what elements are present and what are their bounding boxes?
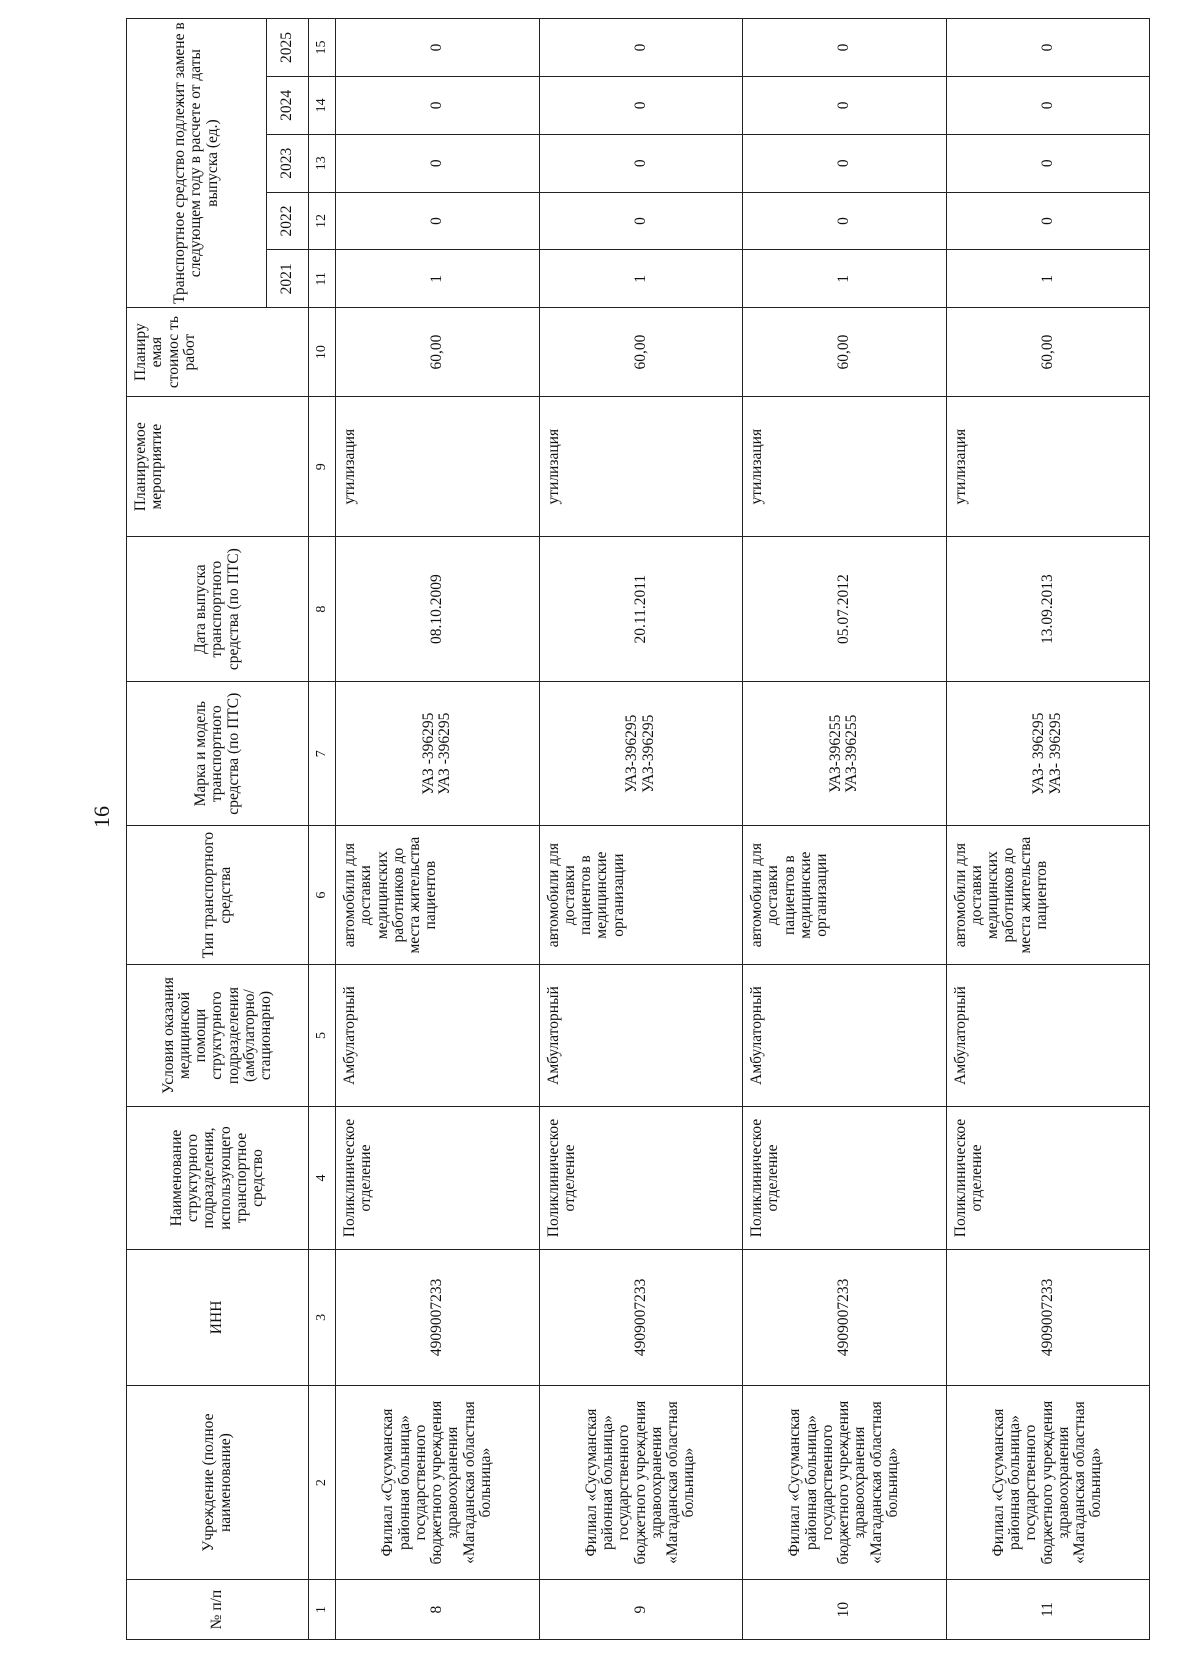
row-conditions: Амбулаторный: [539, 964, 743, 1106]
row-model-line: УАЗ- 396295: [1046, 712, 1064, 795]
row-model: [743, 681, 947, 826]
row-model-line: УАЗ-396295: [639, 714, 657, 793]
row-release-date: 08.10.2009: [336, 537, 540, 682]
row-conditions: Амбулаторный: [336, 964, 540, 1106]
rotated-table-container: [126, 18, 1150, 1640]
column-number: 7: [309, 681, 336, 826]
row-inn: 4909007233: [336, 1249, 540, 1385]
row-subdivision: Поликлиническое отделение: [743, 1107, 947, 1249]
row-model-line: УАЗ- 396295: [1030, 712, 1048, 795]
row-year-2023: 0: [539, 134, 743, 192]
row-number: 11: [946, 1580, 1150, 1640]
row-model-line: УАЗ -396295: [436, 712, 454, 795]
column-number: 6: [309, 826, 336, 964]
row-year-2021: 1: [743, 250, 947, 308]
row-subdivision: Поликлиническое отделение: [336, 1107, 540, 1249]
row-year-2021: 1: [336, 250, 540, 308]
row-year-2024: 0: [539, 76, 743, 134]
row-year-2024: 0: [743, 76, 947, 134]
row-release-date: 20.11.2011: [539, 537, 743, 682]
row-measure: утилизация: [539, 397, 743, 537]
row-vehicle-type: автомобили для доставки пациентов в медицинские организации: [539, 826, 743, 964]
row-institution: Филиал «Сусуманская районная больница» государственного бюджетного учреждения здравоохранения «Магаданская областная больница»: [539, 1386, 743, 1580]
row-year-2022: 0: [336, 192, 540, 250]
row-measure: утилизация: [743, 397, 947, 537]
row-year-2025: 0: [539, 19, 743, 77]
column-number: 10: [309, 308, 336, 397]
header-conditions: Условия оказания медицинской помощи структурного подразделения (амбулаторно/ стационарно): [127, 964, 309, 1106]
row-model: [336, 681, 540, 826]
page-number: 16: [89, 806, 114, 828]
header-row: [127, 19, 267, 1640]
row-number: 8: [336, 1580, 540, 1640]
row-inn: 4909007233: [946, 1249, 1150, 1385]
row-model: [539, 681, 743, 826]
row-institution: Филиал «Сусуманская районная больница» государственного бюджетного учреждения здравоохранения «Магаданская областная больница»: [743, 1386, 947, 1580]
row-inn: 4909007233: [743, 1249, 947, 1385]
table-row: [336, 19, 540, 1640]
row-year-2025: 0: [336, 19, 540, 77]
row-year-2025: 0: [946, 19, 1150, 77]
header-vehicle-type: Тип транспортного средства: [127, 826, 309, 964]
document-area: [126, 18, 1150, 1640]
row-institution: Филиал «Сусуманская районная больница» государственного бюджетного учреждения здравоохранения «Магаданская областная больница»: [336, 1386, 540, 1580]
column-number: 8: [309, 537, 336, 682]
header-model: Марка и модель транспортного средства (по ПТС): [127, 681, 309, 826]
row-model-line: УАЗ-396255: [826, 714, 844, 793]
header-subdivision: Наименование структурного подразделения, использующего транспортное средство: [127, 1107, 309, 1249]
header-measure: Планируемое мероприятие: [127, 397, 309, 537]
row-year-2023: 0: [336, 134, 540, 192]
header-year: 2022: [267, 192, 309, 250]
row-subdivision: Поликлиническое отделение: [539, 1107, 743, 1249]
column-number: 15: [309, 19, 336, 77]
column-numbers-row: [309, 19, 336, 1640]
header-inn: ИНН: [127, 1249, 309, 1385]
column-number: 5: [309, 964, 336, 1106]
row-year-2022: 0: [743, 192, 947, 250]
row-number: 10: [743, 1580, 947, 1640]
row-year-2023: 0: [946, 134, 1150, 192]
row-year-2024: 0: [336, 76, 540, 134]
column-number: 1: [309, 1580, 336, 1640]
row-measure: утилизация: [336, 397, 540, 537]
row-cost: 60,00: [743, 308, 947, 397]
row-vehicle-type: автомобили для доставки медицинских работников до места жительства пациентов: [336, 826, 540, 964]
column-number: 13: [309, 134, 336, 192]
row-release-date: 13.09.2013: [946, 537, 1150, 682]
row-year-2021: 1: [539, 250, 743, 308]
row-model: [946, 681, 1150, 826]
row-year-2023: 0: [743, 134, 947, 192]
column-number: 14: [309, 76, 336, 134]
header-year: 2025: [267, 19, 309, 77]
row-cost: 60,00: [336, 308, 540, 397]
row-year-2021: 1: [946, 250, 1150, 308]
header-number: № п/п: [127, 1580, 309, 1640]
header-year: 2024: [267, 76, 309, 134]
column-number: 11: [309, 250, 336, 308]
header-cost: Планиру емая стоимос ть работ: [127, 308, 309, 397]
row-model-line: УАЗ-396295: [623, 714, 641, 793]
vehicle-replacement-table: [126, 18, 1150, 1640]
row-cost: 60,00: [539, 308, 743, 397]
row-vehicle-type: автомобили для доставки медицинских работников до места жительства пациентов: [946, 826, 1150, 964]
row-institution: Филиал «Сусуманская районная больница» государственного бюджетного учреждения здравоохранения «Магаданская областная больница»: [946, 1386, 1150, 1580]
header-year: 2023: [267, 134, 309, 192]
row-subdivision: Поликлиническое отделение: [946, 1107, 1150, 1249]
column-number: 9: [309, 397, 336, 537]
row-vehicle-type: автомобили для доставки пациентов в медицинские организации: [743, 826, 947, 964]
row-year-2022: 0: [539, 192, 743, 250]
row-conditions: Амбулаторный: [946, 964, 1150, 1106]
row-conditions: Амбулаторный: [743, 964, 947, 1106]
table-row: [539, 19, 743, 1640]
column-number: 12: [309, 192, 336, 250]
row-inn: 4909007233: [539, 1249, 743, 1385]
row-year-2022: 0: [946, 192, 1150, 250]
header-year: 2021: [267, 250, 309, 308]
row-number: 9: [539, 1580, 743, 1640]
row-year-2025: 0: [743, 19, 947, 77]
header-institution: Учреждение (полное наименование): [127, 1386, 309, 1580]
table-row: [743, 19, 947, 1640]
row-measure: утилизация: [946, 397, 1150, 537]
column-number: 3: [309, 1249, 336, 1385]
column-number: 2: [309, 1386, 336, 1580]
column-number: 4: [309, 1107, 336, 1249]
row-model-line: УАЗ -396295: [419, 712, 437, 795]
row-model-line: УАЗ-396255: [843, 714, 861, 793]
row-release-date: 05.07.2012: [743, 537, 947, 682]
table-row: [946, 19, 1150, 1640]
row-year-2024: 0: [946, 76, 1150, 134]
header-release-date: Дата выпуска транспортного средства (по ПТС): [127, 537, 309, 682]
header-replacement-group: Транспортное средство подлежит замене в следующем году в расчете от даты выпуска (ед.): [127, 19, 267, 308]
row-cost: 60,00: [946, 308, 1150, 397]
